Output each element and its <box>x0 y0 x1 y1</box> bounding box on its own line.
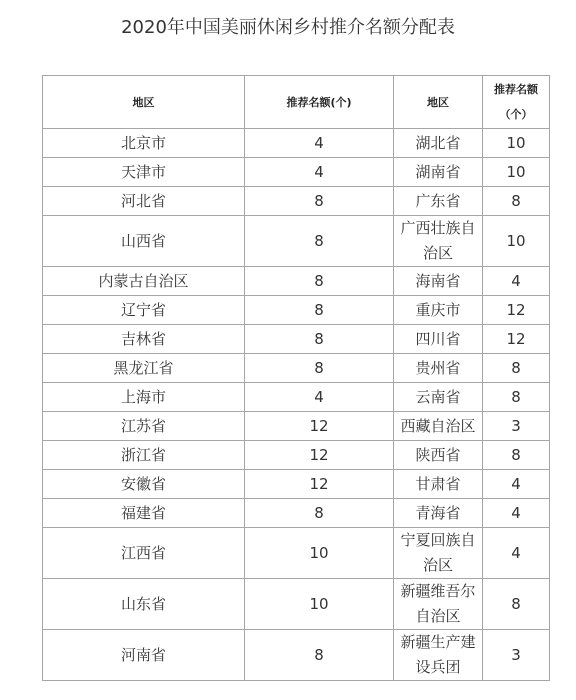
document-title: 2020年中国美丽休闲乡村推介名额分配表 <box>121 17 455 38</box>
right-quota-cell-text: 10 <box>506 162 526 181</box>
right-region-cell <box>394 187 483 216</box>
right-quota-cell-text: 10 <box>506 133 526 152</box>
right-quota-cell <box>483 470 550 499</box>
right-region-cell-text: 云南省 <box>415 387 461 406</box>
right-region-cell-text: 重庆市 <box>415 300 461 319</box>
left-region-cell <box>43 499 245 528</box>
left-quota-cell <box>245 129 394 158</box>
left-quota-cell <box>245 499 394 528</box>
left-region-cell-text: 上海市 <box>120 387 166 406</box>
right-region-cell <box>394 528 483 579</box>
left-region-cell <box>43 579 245 630</box>
right-region-cell <box>394 412 483 441</box>
table-row <box>43 383 550 412</box>
left-region-cell <box>43 412 245 441</box>
left-quota-cell <box>245 187 394 216</box>
left-quota-cell <box>245 158 394 187</box>
right-quota-cell <box>483 267 550 296</box>
table-row <box>43 470 550 499</box>
right-region-cell-text: 海南省 <box>415 271 461 290</box>
right-region-cell <box>394 129 483 158</box>
left-quota-cell <box>245 354 394 383</box>
right-region-cell <box>394 267 483 296</box>
left-region-cell <box>43 296 245 325</box>
left-quota-cell-text: 12 <box>309 474 329 493</box>
left-region-cell-text: 天津市 <box>120 162 166 181</box>
left-quota-cell-text: 4 <box>314 387 324 406</box>
header-quota-left <box>245 76 394 129</box>
left-quota-cell <box>245 441 394 470</box>
right-region-cell <box>394 325 483 354</box>
left-region-cell <box>43 470 245 499</box>
right-region-cell-text: 新疆生产建设兵团 <box>400 633 476 676</box>
left-region-cell-text: 内蒙古自治区 <box>98 271 189 290</box>
left-region-cell <box>43 441 245 470</box>
table-row <box>43 296 550 325</box>
allocation-table-body <box>43 129 550 681</box>
table-row <box>43 528 550 579</box>
right-quota-cell-text: 12 <box>506 329 526 348</box>
left-region-cell-text: 河北省 <box>120 191 166 210</box>
left-quota-cell-text: 12 <box>309 416 329 435</box>
left-quota-cell-text: 4 <box>314 162 324 181</box>
right-region-cell <box>394 383 483 412</box>
left-region-cell-text: 山西省 <box>120 231 166 250</box>
right-region-cell <box>394 216 483 267</box>
table-row <box>43 579 550 630</box>
right-quota-cell-text: 3 <box>511 645 521 664</box>
left-quota-cell-text: 10 <box>309 543 329 562</box>
right-region-cell-text: 新疆维吾尔自治区 <box>400 582 476 625</box>
left-region-cell-text: 山东省 <box>120 594 166 613</box>
left-region-cell <box>43 383 245 412</box>
right-quota-cell-text: 4 <box>511 474 521 493</box>
right-region-cell-text: 青海省 <box>415 503 461 522</box>
right-quota-cell <box>483 499 550 528</box>
left-quota-cell-text: 8 <box>314 231 324 250</box>
table-row <box>43 325 550 354</box>
right-quota-cell-text: 8 <box>511 594 521 613</box>
left-quota-cell-text: 10 <box>309 594 329 613</box>
left-region-cell <box>43 158 245 187</box>
right-quota-cell <box>483 187 550 216</box>
right-quota-cell <box>483 296 550 325</box>
left-quota-cell-text: 8 <box>314 329 324 348</box>
left-quota-cell <box>245 296 394 325</box>
left-region-cell-text: 黑龙江省 <box>113 358 174 377</box>
left-region-cell <box>43 267 245 296</box>
right-quota-cell-text: 8 <box>511 387 521 406</box>
left-region-cell <box>43 187 245 216</box>
left-region-cell <box>43 354 245 383</box>
right-quota-cell <box>483 383 550 412</box>
right-quota-cell <box>483 412 550 441</box>
left-region-cell-text: 浙江省 <box>120 445 166 464</box>
table-row <box>43 267 550 296</box>
table-row <box>43 412 550 441</box>
right-region-cell <box>394 441 483 470</box>
left-quota-cell <box>245 579 394 630</box>
right-quota-cell-text: 12 <box>506 300 526 319</box>
right-region-cell <box>394 579 483 630</box>
left-region-cell <box>43 325 245 354</box>
left-region-cell <box>43 630 245 681</box>
right-region-cell-text: 四川省 <box>415 329 461 348</box>
left-region-cell-text: 辽宁省 <box>120 300 166 319</box>
right-region-cell <box>394 499 483 528</box>
left-quota-cell-text: 8 <box>314 358 324 377</box>
right-region-cell-text: 湖北省 <box>415 133 461 152</box>
right-region-cell-text: 广西壮族自治区 <box>400 219 476 262</box>
right-region-cell <box>394 354 483 383</box>
header-region-right-label: 地区 <box>427 95 449 109</box>
left-region-cell-text: 安徽省 <box>120 474 166 493</box>
right-quota-cell <box>483 129 550 158</box>
left-quota-cell <box>245 267 394 296</box>
left-region-cell-text: 北京市 <box>120 133 166 152</box>
header-region-right <box>394 76 483 129</box>
right-region-cell <box>394 296 483 325</box>
header-region-left-label: 地区 <box>132 95 155 109</box>
right-region-cell-text: 甘肃省 <box>415 474 461 493</box>
right-region-cell-text: 湖南省 <box>415 162 461 181</box>
right-region-cell <box>394 470 483 499</box>
table-row <box>43 158 550 187</box>
right-quota-cell <box>483 216 550 267</box>
left-region-cell-text: 福建省 <box>120 503 166 522</box>
right-quota-cell <box>483 158 550 187</box>
right-quota-cell <box>483 441 550 470</box>
left-quota-cell-text: 8 <box>314 503 324 522</box>
right-quota-cell-text: 4 <box>511 503 521 522</box>
right-quota-cell-text: 4 <box>511 543 521 562</box>
right-quota-cell-text: 4 <box>511 271 521 290</box>
left-region-cell <box>43 129 245 158</box>
right-region-cell-text: 广东省 <box>415 191 461 210</box>
right-quota-cell <box>483 354 550 383</box>
header-quota-left-label: 推荐名额(个) <box>286 95 352 109</box>
left-quota-cell <box>245 528 394 579</box>
header-row <box>43 76 550 129</box>
right-quota-cell <box>483 630 550 681</box>
right-quota-cell-text: 8 <box>511 445 521 464</box>
left-quota-cell-text: 8 <box>314 271 324 290</box>
right-region-cell-text: 陕西省 <box>415 445 461 464</box>
quota-allocation-table <box>42 75 550 681</box>
left-region-cell-text: 河南省 <box>120 645 166 664</box>
left-region-cell-text: 江苏省 <box>120 416 166 435</box>
table-row <box>43 630 550 681</box>
right-quota-cell-text: 3 <box>511 416 521 435</box>
right-region-cell-text: 贵州省 <box>415 358 461 377</box>
header-region-left <box>43 76 245 129</box>
right-quota-cell <box>483 579 550 630</box>
table-header <box>43 76 550 129</box>
header-quota-right-label: 推荐名额（个） <box>494 83 538 121</box>
right-region-cell-text: 宁夏回族自治区 <box>400 531 476 574</box>
right-quota-cell <box>483 325 550 354</box>
left-quota-cell-text: 8 <box>314 645 324 664</box>
left-quota-cell-text: 8 <box>314 191 324 210</box>
left-quota-cell <box>245 470 394 499</box>
right-quota-cell-text: 10 <box>506 231 526 250</box>
table-row <box>43 354 550 383</box>
table-row <box>43 187 550 216</box>
table-row <box>43 129 550 158</box>
left-quota-cell-text: 8 <box>314 300 324 319</box>
table-row <box>43 216 550 267</box>
right-quota-cell <box>483 528 550 579</box>
right-region-cell <box>394 630 483 681</box>
left-quota-cell-text: 4 <box>314 133 324 152</box>
right-region-cell <box>394 158 483 187</box>
left-quota-cell <box>245 325 394 354</box>
left-region-cell <box>43 528 245 579</box>
left-quota-cell-text: 12 <box>309 445 329 464</box>
left-region-cell-text: 江西省 <box>120 543 166 562</box>
left-region-cell-text: 吉林省 <box>120 329 166 348</box>
left-quota-cell <box>245 412 394 441</box>
left-region-cell <box>43 216 245 267</box>
header-quota-right <box>483 76 550 129</box>
right-quota-cell-text: 8 <box>511 191 521 210</box>
table-row <box>43 499 550 528</box>
left-quota-cell <box>245 216 394 267</box>
right-quota-cell-text: 8 <box>511 358 521 377</box>
left-quota-cell <box>245 383 394 412</box>
table-row <box>43 441 550 470</box>
right-region-cell-text: 西藏自治区 <box>400 416 476 435</box>
left-quota-cell <box>245 630 394 681</box>
